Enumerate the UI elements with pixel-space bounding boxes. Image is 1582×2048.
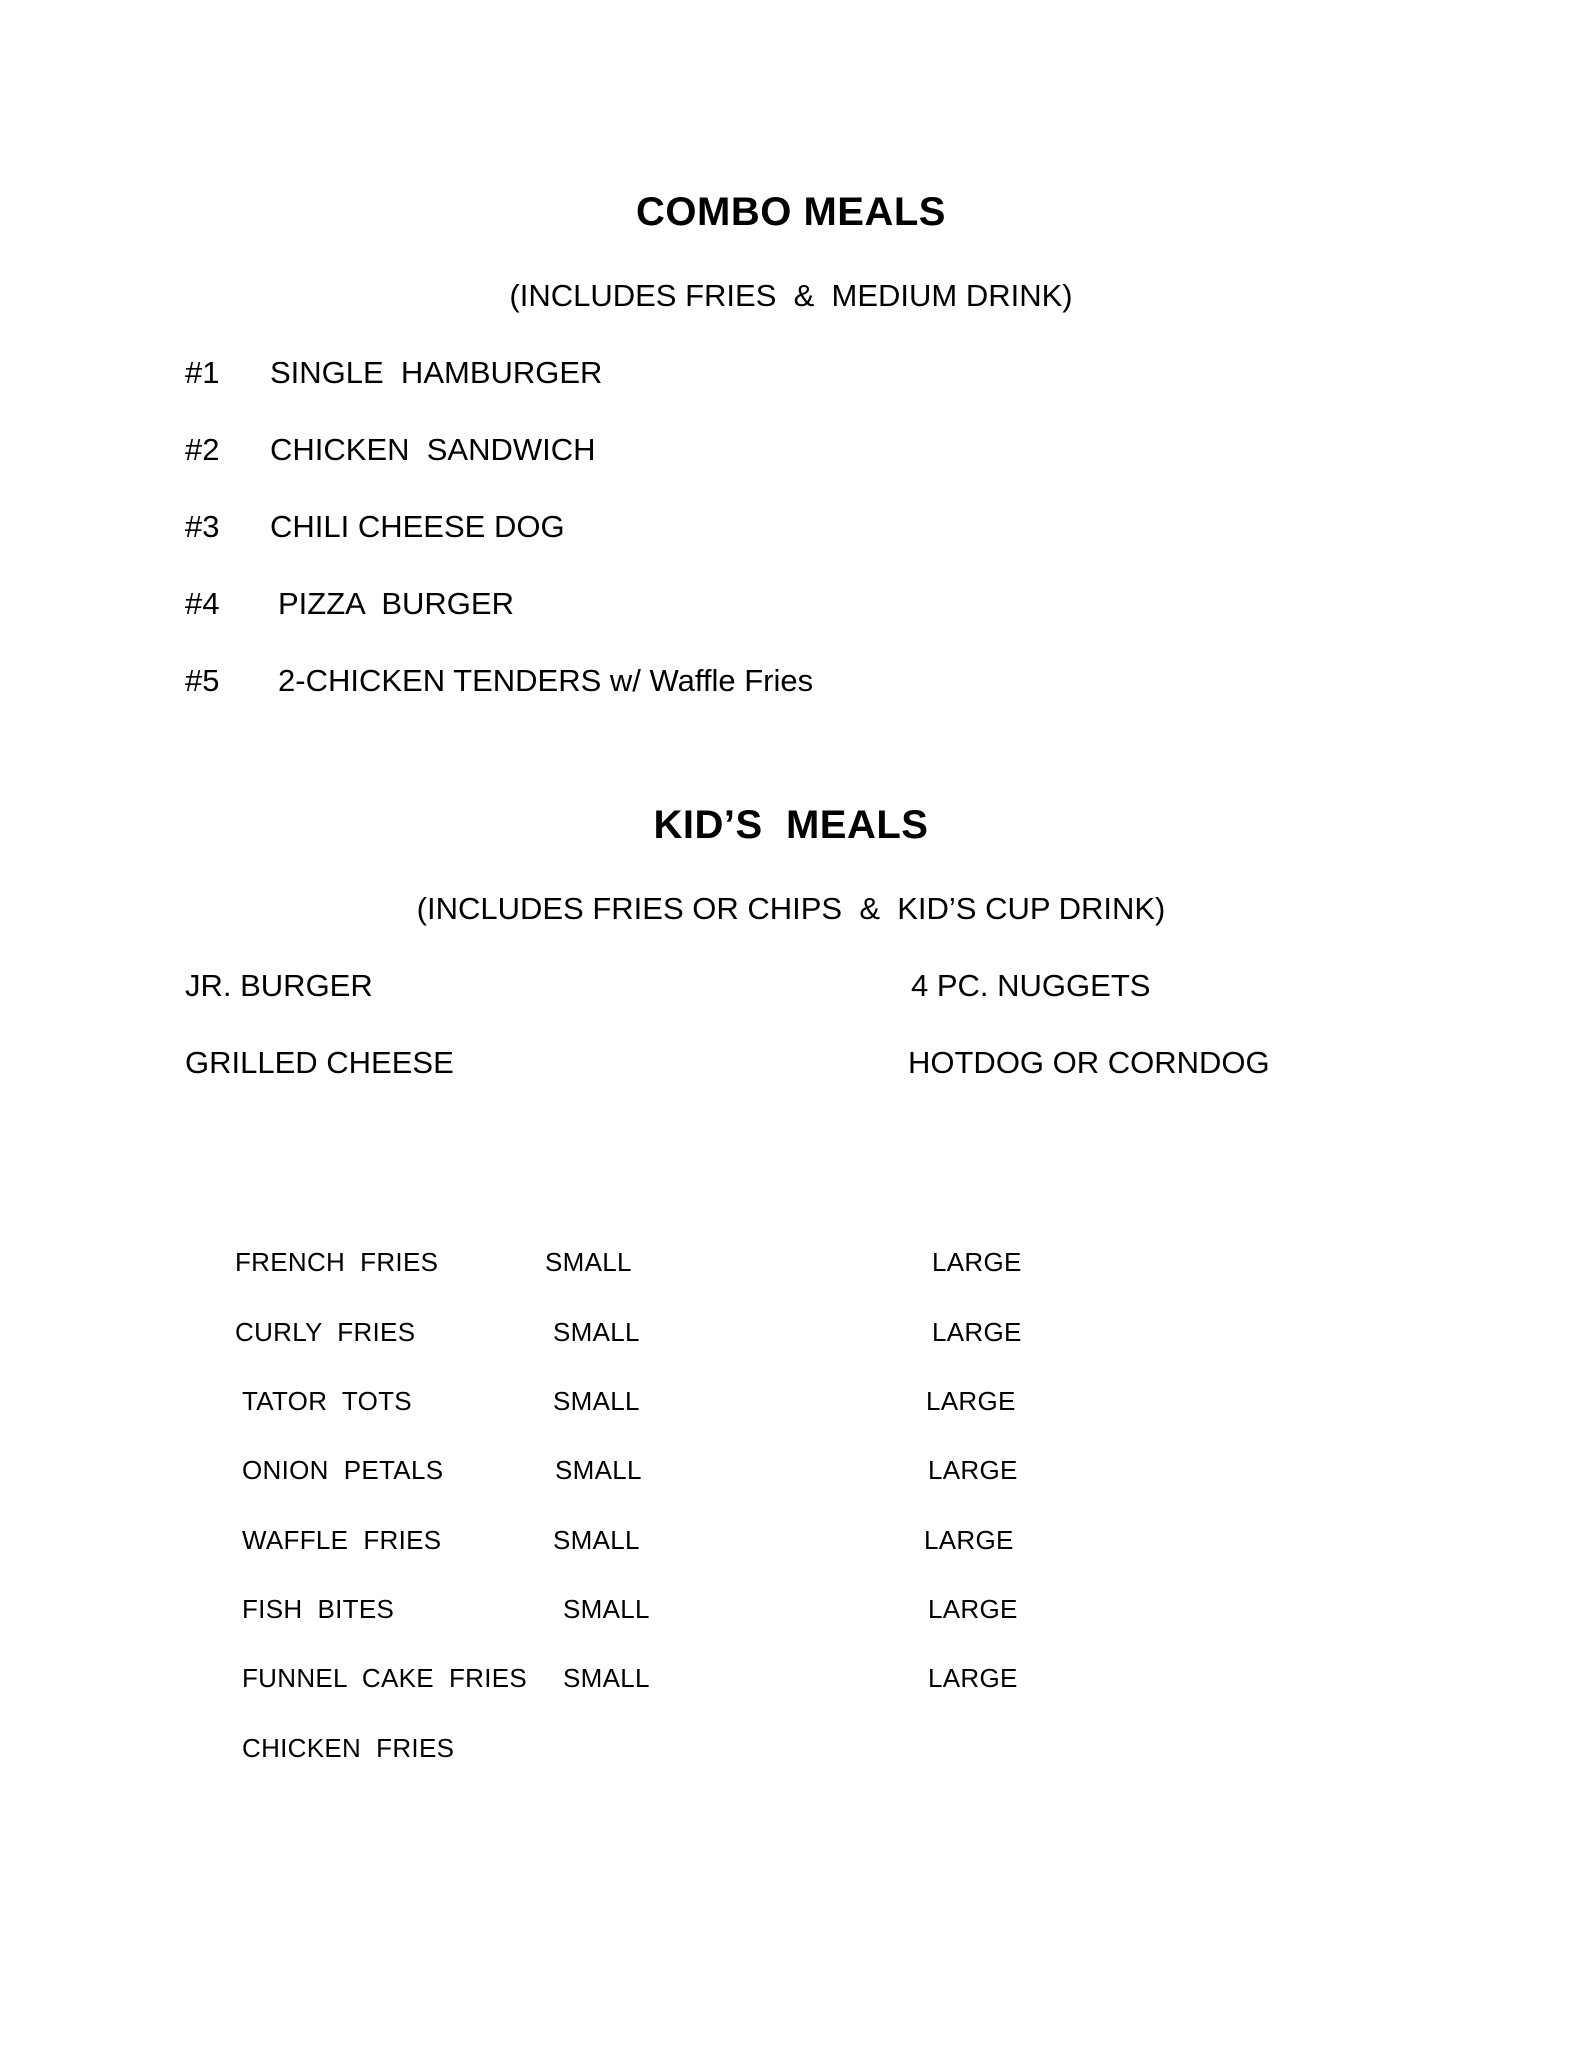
side-size-small: SMALL <box>563 1663 650 1693</box>
combo-item-name: SINGLE HAMBURGER <box>270 355 603 390</box>
combo-item-number: #2 <box>185 432 220 467</box>
side-item-name: CHICKEN FRIES <box>242 1733 455 1763</box>
side-size-small: SMALL <box>545 1247 632 1277</box>
kids-item: 4 PC. NUGGETS <box>911 968 1151 1003</box>
side-size-large: LARGE <box>924 1525 1014 1555</box>
combo-item-name: PIZZA BURGER <box>278 586 514 621</box>
kids-item: HOTDOG OR CORNDOG <box>908 1045 1270 1080</box>
side-size-large: LARGE <box>932 1247 1022 1277</box>
side-size-small: SMALL <box>553 1317 640 1347</box>
side-item-name: ONION PETALS <box>242 1455 444 1485</box>
kids-meals-subtitle: (INCLUDES FRIES OR CHIPS & KID’S CUP DRINK) <box>416 891 1166 926</box>
combo-item-number: #3 <box>185 509 220 544</box>
combo-item-number: #5 <box>185 663 220 698</box>
side-size-large: LARGE <box>928 1455 1018 1485</box>
kids-item: GRILLED CHEESE <box>185 1045 454 1080</box>
side-size-small: SMALL <box>555 1455 642 1485</box>
side-size-small: SMALL <box>553 1525 640 1555</box>
side-item-name: FISH BITES <box>242 1594 395 1624</box>
combo-meals-subtitle: (INCLUDES FRIES & MEDIUM DRINK) <box>509 278 1073 313</box>
combo-meals-title: COMBO MEALS <box>636 190 946 234</box>
side-item-name: TATOR TOTS <box>242 1386 412 1416</box>
side-item-name: CURLY FRIES <box>235 1317 416 1347</box>
side-size-small: SMALL <box>563 1594 650 1624</box>
side-size-small: SMALL <box>553 1386 640 1416</box>
side-item-name: WAFFLE FRIES <box>242 1525 442 1555</box>
combo-item-name: 2-CHICKEN TENDERS w/ Waffle Fries <box>278 663 814 698</box>
combo-item-name: CHICKEN SANDWICH <box>270 432 596 467</box>
side-item-name: FRENCH FRIES <box>235 1247 439 1277</box>
side-size-large: LARGE <box>932 1317 1022 1347</box>
side-size-large: LARGE <box>926 1386 1016 1416</box>
combo-item-name: CHILI CHEESE DOG <box>270 509 565 544</box>
kids-meals-title: KID’S MEALS <box>653 803 929 847</box>
kids-item: JR. BURGER <box>185 968 373 1003</box>
combo-item-number: #4 <box>185 586 220 621</box>
side-size-large: LARGE <box>928 1663 1018 1693</box>
combo-item-number: #1 <box>185 355 220 390</box>
side-size-large: LARGE <box>928 1594 1018 1624</box>
side-item-name: FUNNEL CAKE FRIES <box>242 1663 528 1693</box>
